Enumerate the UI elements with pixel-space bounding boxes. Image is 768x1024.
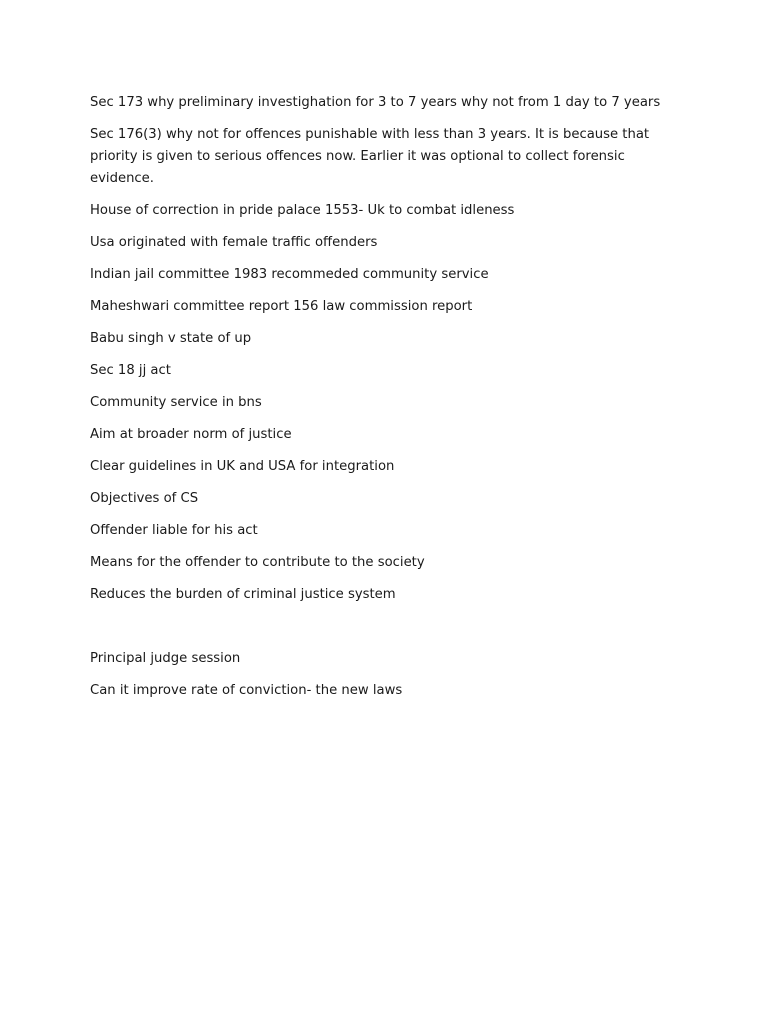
paragraph: Reduces the burden of criminal justice system (90, 587, 396, 602)
paragraph: Sec 18 jj act (90, 363, 171, 378)
paragraph: Clear guidelines in UK and USA for integration (90, 459, 395, 474)
paragraph: Can it improve rate of conviction- the new laws (90, 683, 403, 698)
paragraph: Sec 176(3) why not for offences punishable with less than 3 years. It is because that priority is given to serious offences now. Earlier it was optional to collect forensic evidence. (90, 127, 650, 186)
document-body (90, 92, 670, 712)
paragraph: Means for the offender to contribute to the society (90, 555, 425, 570)
paragraph: House of correction in pride palace 1553- Uk to combat idleness (90, 203, 515, 218)
paragraph: Usa originated with female traffic offenders (90, 235, 378, 250)
paragraph: Maheshwari committee report 156 law commission report (90, 299, 473, 314)
empty-paragraph (90, 616, 670, 638)
paragraph: Aim at broader norm of justice (90, 427, 292, 442)
paragraph: Sec 173 why preliminary investighation for 3 to 7 years why not from 1 day to 7 years (90, 95, 661, 110)
paragraph: Babu singh v state of up (90, 331, 252, 346)
paragraph: Community service in bns (90, 395, 262, 410)
paragraph: Offender liable for his act (90, 523, 258, 538)
paragraph: Objectives of CS (90, 491, 199, 506)
paragraph: Principal judge session (90, 651, 241, 666)
paragraph: Indian jail committee 1983 recommeded community service (90, 267, 489, 282)
